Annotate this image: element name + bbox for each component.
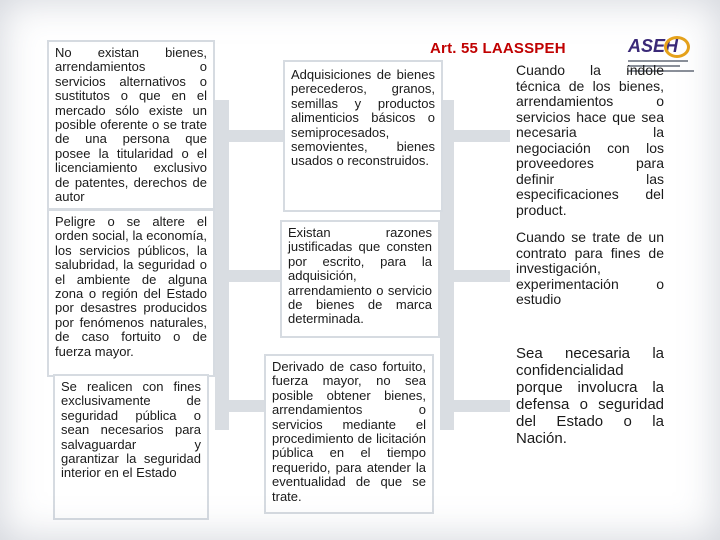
- connector-h3: [215, 400, 265, 412]
- col3-item2: Cuando se trate de un contrato para fines de investigación, experimentación o estudio: [516, 229, 664, 307]
- logo-text: ASEH: [628, 36, 679, 56]
- col1-box3: [53, 374, 209, 520]
- connector-left: [215, 100, 229, 430]
- col1-box2: [47, 209, 215, 377]
- connector-h5: [440, 270, 510, 282]
- connector-h2: [215, 270, 285, 282]
- col1-box1: [47, 40, 215, 210]
- col2-box3: [264, 354, 434, 514]
- connector-h6: [440, 400, 510, 412]
- col2-box2-text: Existan razones justificadas que consten por escrito, para la adquisición, arrendamiento o servicio de bienes de marca determinada.: [288, 225, 432, 327]
- logo-ring-icon: [664, 36, 690, 58]
- col1-box1-text: No existan bienes, arrendamientos o servicios alternativos o sustitutos o que en el mercado sólo existe un posible oferente o se trate de una persona que posee la titularidad o el licenciamiento exclusivo de patentes, derechos de autor: [55, 45, 207, 205]
- connector-h1: [215, 130, 285, 142]
- connector-h4: [440, 130, 510, 142]
- col2-box1-text: Adquisiciones de bienes perecederos, granos, semillas y productos alimenticios básicos o semiprocesados, semovientes, bienes usados o reconstruidos.: [291, 67, 435, 169]
- col1-box3-text: Se realicen con fines exclusivamente de seguridad pública o sean necesarios para salvaguardar y garantizar la seguridad interior en el Estado: [61, 379, 201, 481]
- col1-box2-text: Peligre o se altere el orden social, la economía, los servicios públicos, la salubridad, la seguridad o el ambiente de alguna zona o región del Estado por desastres producidos por fenómenos naturales, de caso fortuito o de fuerza mayor.: [55, 214, 207, 359]
- page-title: Art. 55 LAASSPEH: [430, 40, 566, 57]
- col2-box1: [283, 60, 443, 212]
- col2-box2: [280, 220, 440, 338]
- col3-item3: Sea necesaria la confidencialidad porque involucra la defensa o seguridad del Estado o la Nación.: [516, 345, 664, 447]
- col3-item1: Cuando la índole técnica de los bienes, arrendamientos o servicios hace que sea necesaria la negociación con los proveedores para definir las especificaciones del product.: [516, 62, 664, 218]
- col2-box3-text: Derivado de caso fortuito, fuerza mayor, no sea posible obtener bienes, arrendamientos o servicios mediante el procedimiento de licitación pública en el tiempo requerido, para atender la eventualidad de que se trate.: [272, 359, 426, 504]
